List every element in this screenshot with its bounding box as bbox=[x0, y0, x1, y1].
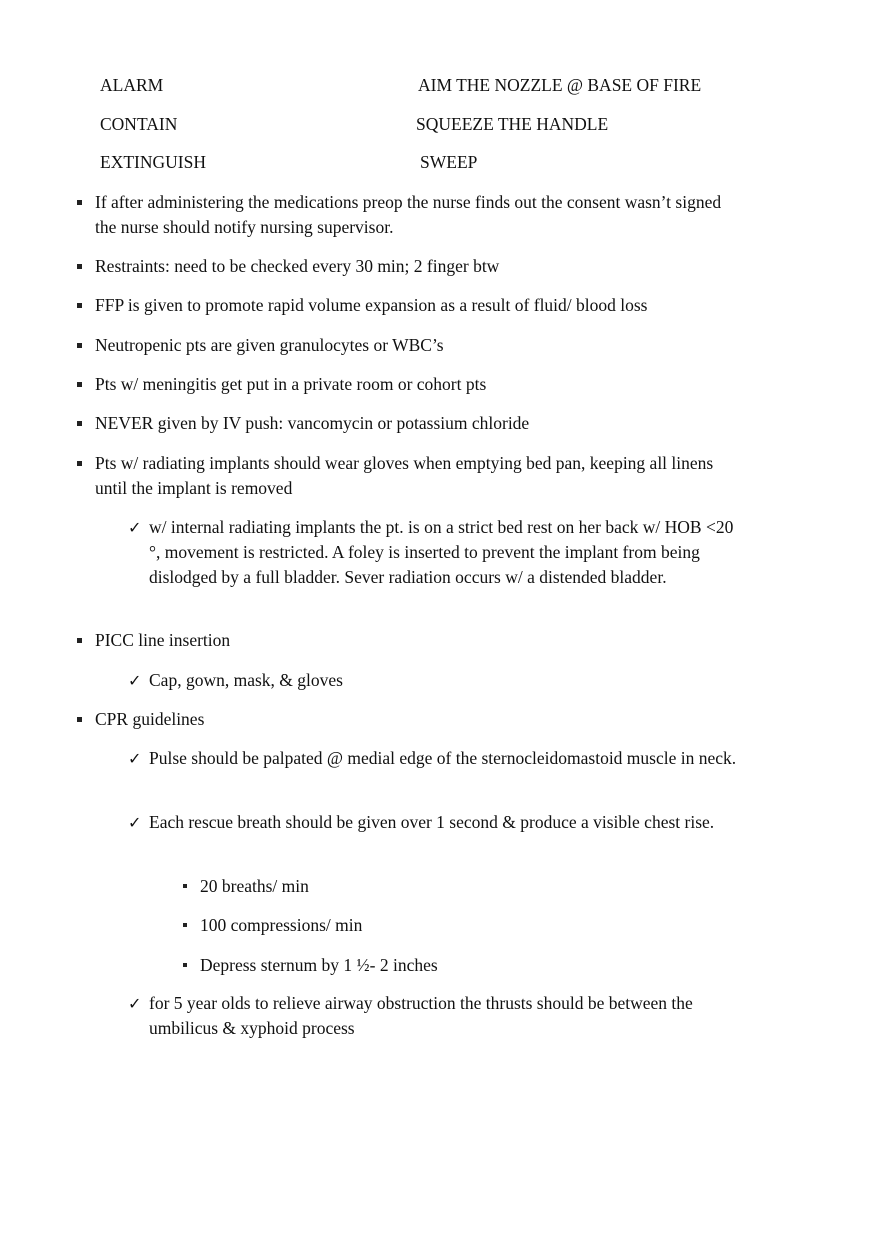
square-bullet-icon bbox=[77, 303, 82, 308]
list-item: If after administering the medications preop the nurse finds out the consent wasn’t signed the nurse should notify nursing supervisor. bbox=[95, 192, 722, 237]
list-subitem: 20 breaths/ min bbox=[200, 876, 309, 896]
mnemonic-right-1: AIM THE NOZZLE @ BASE OF FIRE bbox=[418, 75, 702, 95]
square-bullet-icon bbox=[77, 461, 82, 466]
check-icon: ✓ bbox=[128, 813, 142, 832]
list-item: Pts w/ meningitis get put in a private room or cohort pts bbox=[95, 374, 487, 394]
list-subitem: Depress sternum by 1 ½- 2 inches bbox=[200, 955, 438, 975]
mnemonic-left-2: CONTAIN bbox=[100, 114, 178, 134]
square-bullet-icon bbox=[183, 963, 187, 967]
list-item-check: Pulse should be palpated @ medial edge of the sternocleidomastoid muscle in neck. bbox=[149, 748, 737, 768]
list-item-check: for 5 year olds to relieve airway obstruction the thrusts should be between the umbilicus & xyphoid process bbox=[149, 993, 693, 1038]
square-bullet-icon bbox=[183, 923, 187, 927]
square-bullet-icon bbox=[77, 717, 82, 722]
check-icon: ✓ bbox=[128, 671, 142, 690]
list-item: Pts w/ radiating implants should wear gloves when emptying bed pan, keeping all linens until the implant is removed bbox=[95, 453, 714, 498]
list-item-check: w/ internal radiating implants the pt. is on a strict bed rest on her back w/ HOB <20 °, movement is restricted. A foley is inserted to prevent the implant from being dislodged by a full bladder. Sever radiation occurs w/ a distended bladder. bbox=[149, 517, 734, 587]
square-bullet-icon bbox=[77, 343, 82, 348]
list-item-check: Each rescue breath should be given over 1 second & produce a visible chest rise. bbox=[149, 812, 715, 832]
square-bullet-icon bbox=[77, 421, 82, 426]
square-bullet-icon bbox=[183, 884, 187, 888]
check-icon: ✓ bbox=[128, 749, 142, 768]
mnemonic-right-2: SQUEEZE THE HANDLE bbox=[416, 114, 609, 134]
square-bullet-icon bbox=[77, 382, 82, 387]
list-item: PICC line insertion bbox=[95, 630, 231, 650]
list-item-check: Cap, gown, mask, & gloves bbox=[149, 670, 343, 690]
square-bullet-icon bbox=[77, 200, 82, 205]
list-item: Neutropenic pts are given granulocytes or WBC’s bbox=[95, 335, 444, 355]
list-subitem: 100 compressions/ min bbox=[200, 915, 363, 935]
square-bullet-icon bbox=[77, 638, 82, 643]
check-icon: ✓ bbox=[128, 518, 142, 537]
mnemonic-right-3: SWEEP bbox=[420, 152, 478, 172]
square-bullet-icon bbox=[77, 264, 82, 269]
mnemonic-left-3: EXTINGUISH bbox=[100, 152, 206, 172]
list-item: Restraints: need to be checked every 30 min; 2 finger btw bbox=[95, 256, 500, 276]
check-icon: ✓ bbox=[128, 994, 142, 1013]
list-item: FFP is given to promote rapid volume expansion as a result of fluid/ blood loss bbox=[95, 295, 648, 315]
list-item: NEVER given by IV push: vancomycin or potassium chloride bbox=[95, 413, 530, 433]
mnemonic-left-1: ALARM bbox=[100, 75, 164, 95]
list-item: CPR guidelines bbox=[95, 709, 205, 729]
